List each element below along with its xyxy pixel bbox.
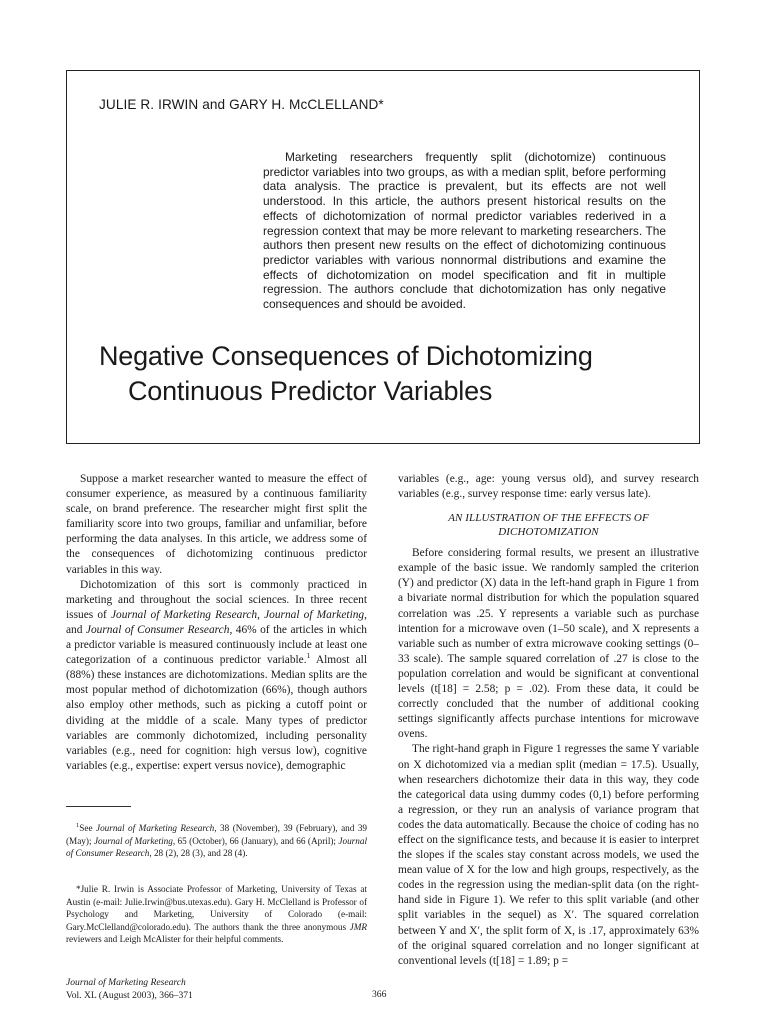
footnote-1 xyxy=(66,822,367,860)
paragraph-text: , xyxy=(257,608,265,621)
title-line-1: Negative Consequences of Dichotomizing xyxy=(99,341,593,371)
paragraph-text: Almost all (88%) these instances are dichotomizations. Median splits are the most popular method of dichotomization (66%), though authors also employ other methods, such as picking a cutoff point or dividing at the middle of a scale. Many types of predictor variables are commonly dichotomized, including personality variables (e.g., need for cognition: high versus low), cognitive variables (e.g., expertise: expert versus novice), demographic xyxy=(66,654,367,772)
author-names: JULIE R. IRWIN and GARY H. McCLELLAND* xyxy=(99,97,384,112)
paragraph: The right-hand graph in Figure 1 regresses the same Y variable on X dichotomized via a median split (median = 17.5). Usually, when researchers dichotomize their data in this way, they code the categorical data using dummy codes (0,1) before performing a regression, or they run an analysis of variance program that codes the data automatically. Because the choice of coding has no effect on the significance tests, and because it is easier to interpret the slopes if the scales stay constant across models, we used the mean value of X for the low and high groups, respectively, as the codes in the regression using the median-split data (on the right-hand side in Figure 1). We refer to this split variable (and other split variables in the sequel) as X′. The squared correlation between Y and X′, the split form of X, is .17, approximately 63% of the original squared correlation and no longer significant at conventional levels (t[18] = 1.89; p = xyxy=(398,743,699,967)
right-column xyxy=(398,472,699,969)
journal-title: Journal of Marketing Research xyxy=(96,823,215,833)
section-heading xyxy=(398,511,699,539)
paragraph-text: Dichotomization of this sort is commonly practiced in marketing and throughout the social sciences. In three recent issues of xyxy=(66,578,367,621)
footnote-divider xyxy=(66,806,131,807)
abstract: Marketing researchers frequently split (dichotomize) continuous predictor variables into two groups, as with a median split, before performing data analysis. The practice is prevalent, but its effects are not well understood. In this article, the authors present historical results on the effects of dichotomization of normal predictor variables rederived in a regression context that may be more relevant to marketing researchers. The authors then present new results on the effect of dichotomizing continuous predictor variables with various nonnormal distributions and examine the effects of dichotomization on model specification and fit in multiple regression. The authors conclude that dichotomization has only negative consequences and should be avoided. xyxy=(263,150,666,312)
title-line-2: Continuous Predictor Variables xyxy=(128,376,493,406)
journal-volume: Vol. XL (August 2003), 366–371 xyxy=(66,990,193,1001)
journal-name: Journal of Marketing Research xyxy=(66,977,186,988)
paragraph-text: , and xyxy=(66,608,367,636)
section-heading-line: AN ILLUSTRATION OF THE EFFECTS OF xyxy=(448,512,649,525)
paragraph-text: , 46% of the articles in which a predictor variable is measured continuously include at least one categorization of a continuous predictor variable. xyxy=(66,623,367,667)
page-number: 366 xyxy=(372,989,387,1000)
journal-title: Journal of Marketing xyxy=(264,608,365,621)
journal-title: Journal of Marketing Research xyxy=(110,608,258,621)
journal-info xyxy=(66,976,193,1002)
footnote-text: , 38 (November), 39 (February), and 39 (May); xyxy=(66,823,368,846)
footnote-text: reviewers and Leigh McAlister for their helpful comments. xyxy=(66,934,284,944)
footnote-text: *Julie R. Irwin is Associate Professor of Marketing, University of Texas at Austin (e-mail: Julie.Irwin@bus.utexas.edu). Gary H. McClelland is Professor of Psychology and Marketing, University of Colorado (e-mail: Gary.McClelland@colorado.edu). The authors thank the three anonymous xyxy=(66,884,367,932)
footnote-marker: 1 xyxy=(306,651,311,661)
footnote-text: , 65 (October), 66 (January), and 66 (April); xyxy=(172,835,339,846)
paragraph xyxy=(66,578,367,774)
journal-title: Journal of Marketing xyxy=(93,835,173,846)
footnote-marker: 1 xyxy=(76,822,80,829)
section-heading-line: DICHOTOMIZATION xyxy=(498,526,599,539)
article-title xyxy=(99,339,679,409)
paragraph: variables (e.g., age: young versus old), and survey research variables (e.g., survey response time: early versus late). xyxy=(398,473,699,501)
author-affiliation-footnote xyxy=(66,883,367,946)
left-column xyxy=(66,472,367,774)
footnote-text: See xyxy=(79,823,96,833)
paragraph: Suppose a market researcher wanted to measure the effect of consumer experience, as measured by a continuous familiarity scale, on brand preference. The researcher might first split the familiarity score into two groups, familiar and unfamiliar, before performing the data analyses. In this article, we address some of the consequences of dichotomizing continuous predictor variables in this way. xyxy=(66,473,367,576)
journal-title: Journal of Consumer Research xyxy=(85,623,230,636)
journal-title: Journal of Consumer Research xyxy=(66,835,368,858)
paragraph: Before considering formal results, we present an illustrative example of the basic issue. We randomly sampled the criterion (Y) and predictor (X) data in the left-hand graph in Figure 1 from a bivariate normal distribution for which the population squared correlation was .25. Y represents a variable such as purchase intention for a microwave oven (1–50 scale), and X represents a variable such as number of extra microwave cooking settings (0–33 scale). The sample squared correlation of .27 is close to the population correlation and would be significant at conventional levels (t[18] = 2.58; p = .02). From these data, it could be correctly concluded that the number of additional cooking settings significantly affects purchase intentions for microwave ovens. xyxy=(398,547,699,741)
journal-abbreviation: JMR xyxy=(349,921,367,932)
footnote-text: , 28 (2), 28 (3), and 28 (4). xyxy=(149,848,248,858)
article-header-box xyxy=(66,70,700,444)
